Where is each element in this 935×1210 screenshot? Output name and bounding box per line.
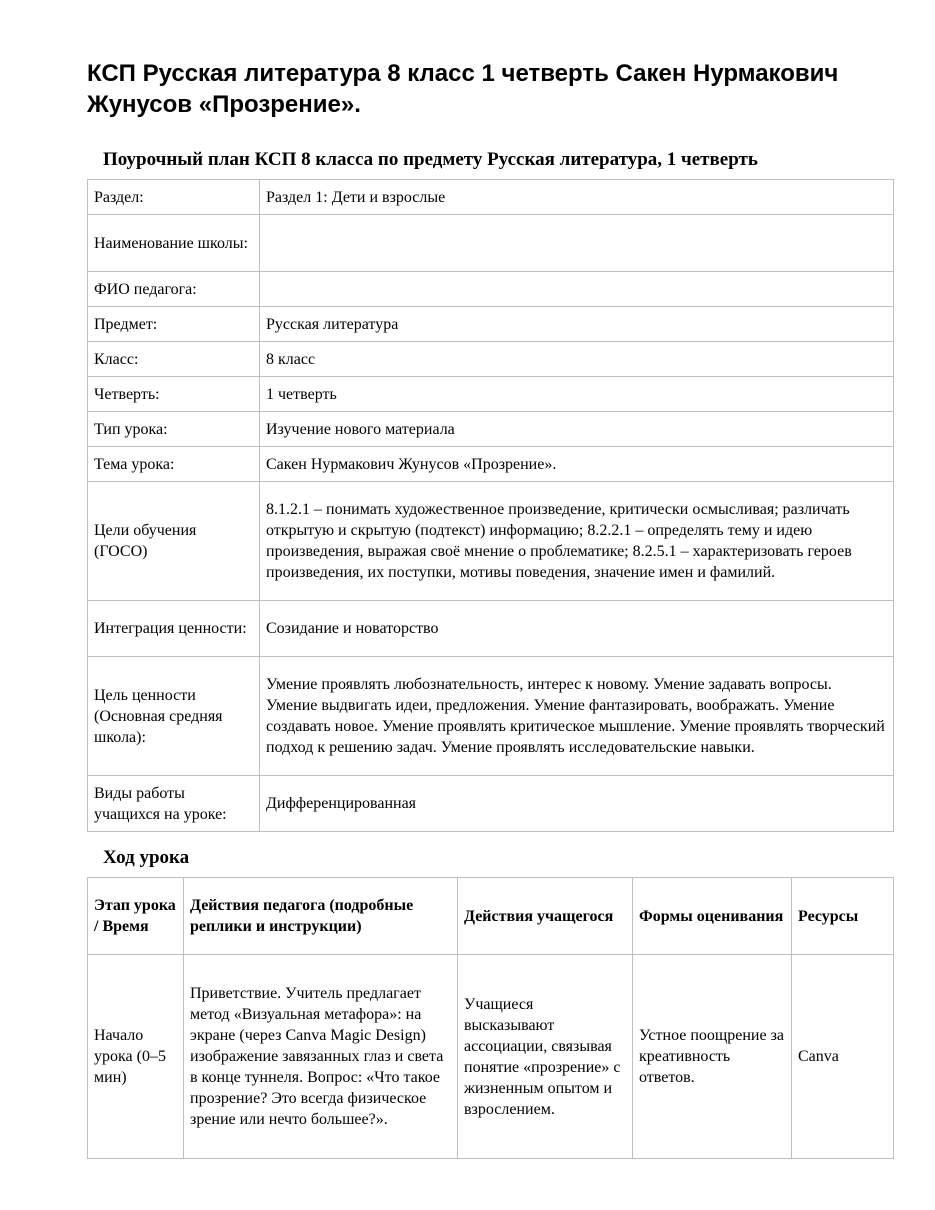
info-value [260, 215, 894, 272]
info-label: Предмет: [88, 307, 260, 342]
info-row-quarter [88, 377, 894, 412]
info-value: 8.1.2.1 – понимать художественное произведение, критически осмысливая; различать открытую и скрытую (подтекст) информацию; 8.2.2.1 – определять тему и идею произведения, выражая своё мнение о проблематике; 8.2.5.1 – характеризовать героев произведения, их поступки, мотивы поведения, значение имен и фамилий. [260, 482, 894, 601]
info-value: Русская литература [260, 307, 894, 342]
cell-stage: Начало урока (0–5 мин) [88, 955, 184, 1159]
info-row-value-integration [88, 601, 894, 657]
info-row-section [88, 180, 894, 215]
header-resources: Ресурсы [792, 878, 894, 955]
info-value [260, 272, 894, 307]
info-label: Цели обучения (ГОСО) [88, 482, 260, 601]
header-assessment: Формы оценивания [633, 878, 792, 955]
info-label: Четверть: [88, 377, 260, 412]
info-row-school [88, 215, 894, 272]
info-row-lesson-type [88, 412, 894, 447]
info-value: 8 класс [260, 342, 894, 377]
info-label: Тема урока: [88, 447, 260, 482]
lesson-heading: Ход урока [103, 847, 190, 868]
info-row-learning-goals [88, 482, 894, 601]
header-teacher-actions: Действия педагога (подробные реплики и инструкции) [184, 878, 458, 955]
info-value: Дифференцированная [260, 776, 894, 832]
info-label: Интеграция ценности: [88, 601, 260, 657]
table-row [88, 955, 894, 1159]
info-row-subject [88, 307, 894, 342]
cell-teacher-actions: Приветствие. Учитель предлагает метод «Визуальная метафора»: на экране (через Canva Magic Design) изображение завязанных глаз и света в конце туннеля. Вопрос: «Что такое прозрение? Это всегда физическое зрение или нечто большее?». [184, 955, 458, 1159]
lesson-info-table [87, 179, 894, 832]
info-value: Раздел 1: Дети и взрослые [260, 180, 894, 215]
info-label: Цель ценности (Основная средняя школа): [88, 657, 260, 776]
document-title: КСП Русская литература 8 класс 1 четверть Сакен Нурмакович Жунусов «Прозрение». [87, 60, 839, 118]
info-row-grade [88, 342, 894, 377]
lesson-flow-table [87, 877, 894, 1159]
header-student-actions: Действия учащегося [458, 878, 633, 955]
cell-student-actions: Учащиеся высказывают ассоциации, связывая понятие «прозрение» с жизненным опытом и взрослением. [458, 955, 633, 1159]
info-label: Класс: [88, 342, 260, 377]
header-stage: Этап урока / Время [88, 878, 184, 955]
info-label: Виды работы учащихся на уроке: [88, 776, 260, 832]
info-row-lesson-topic [88, 447, 894, 482]
info-value: Изучение нового материала [260, 412, 894, 447]
cell-resources: Canva [792, 955, 894, 1159]
info-row-teacher [88, 272, 894, 307]
info-value: Умение проявлять любознательность, интерес к новому. Умение задавать вопросы. Умение выдвигать идеи, предложения. Умение фантазировать, воображать. Умение создавать новое. Умение проявлять критическое мышление. Умение проявлять творческий подход к решению задач. Умение проявлять исследовательские навыки. [260, 657, 894, 776]
cell-assessment: Устное поощрение за креативность ответов. [633, 955, 792, 1159]
info-label: ФИО педагога: [88, 272, 260, 307]
info-row-work-types [88, 776, 894, 832]
info-value: Сакен Нурмакович Жунусов «Прозрение». [260, 447, 894, 482]
info-value: 1 четверть [260, 377, 894, 412]
lesson-table-header-row [88, 878, 894, 955]
plan-heading: Поурочный план КСП 8 класса по предмету Русская литература, 1 четверть [103, 149, 758, 170]
info-label: Тип урока: [88, 412, 260, 447]
info-label: Раздел: [88, 180, 260, 215]
info-value: Созидание и новаторство [260, 601, 894, 657]
info-label: Наименование школы: [88, 215, 260, 272]
info-row-value-goal [88, 657, 894, 776]
